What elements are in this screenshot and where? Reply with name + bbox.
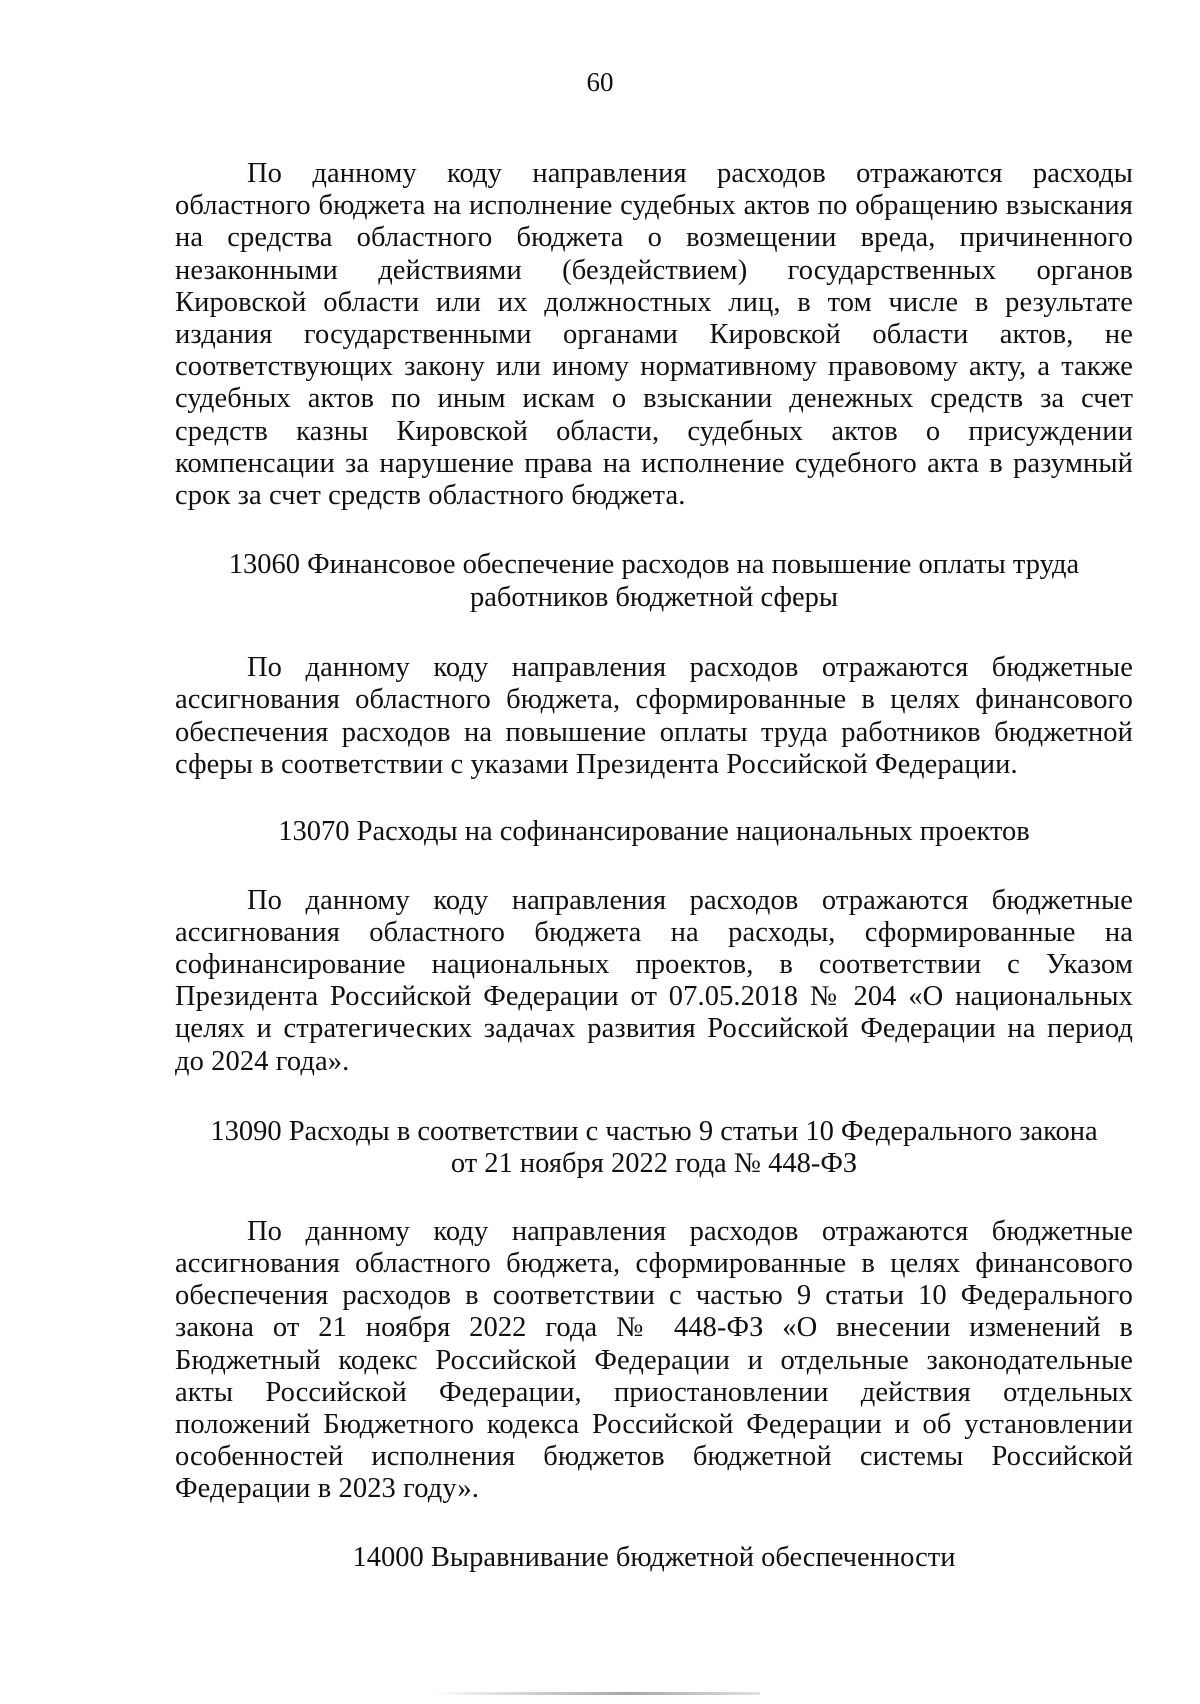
spacer xyxy=(175,1078,1133,1116)
spacer xyxy=(175,849,1133,885)
scan-artifact xyxy=(430,1692,760,1695)
heading-13060-line-2: работников бюджетной сферы xyxy=(469,581,839,613)
spacer xyxy=(175,1506,1133,1542)
heading-13070 xyxy=(175,816,1133,849)
heading-13090-line-1: 13090 Расходы в соответствии с частью 9 статьи 10 Федерального закона xyxy=(210,1115,1098,1147)
spacer xyxy=(175,781,1133,816)
heading-13090 xyxy=(175,1116,1133,1181)
paragraph-13060: По данному коду направления расходов отражаются бюджетные ассигнования областного бюджета, сформированные в целях финансового обеспечения расходов на повышение оплаты труда работников бюджетной сферы в соответствии с указами Президента Российской Федерации. xyxy=(175,652,1133,780)
spacer xyxy=(175,512,1133,549)
heading-14000 xyxy=(175,1542,1133,1575)
paragraph-13090: По данному коду направления расходов отражаются бюджетные ассигнования областного бюджета, сформированные в целях финансового обеспечения расходов в соответствии с частью 9 статьи 10 Федерального закона от 21 ноября 2022 года № 448-ФЗ «О внесении изменений в Бюджетный кодекс Российской Федерации и отдельные законодательные акты Российской Федерации, приостановлении действия отдельных положений Бюджетного кодекса Российской Федерации и об установлении особенностей исполнения бюджетов бюджетной системы Российской Федерации в 2023 году». xyxy=(175,1215,1133,1505)
heading-13060-line-1: 13060 Финансовое обеспечение расходов на повышение оплаты труда xyxy=(228,549,1080,581)
heading-13090-line-2: от 21 ноября 2022 года № 448-ФЗ xyxy=(450,1148,858,1180)
document-body xyxy=(175,158,1133,1574)
heading-14000-line-1: 14000 Выравнивание бюджетной обеспеченности xyxy=(352,1541,956,1573)
paragraph-13070: По данному коду направления расходов отражаются бюджетные ассигнования областного бюджета на расходы, сформированные на софинансирование национальных проектов, в соответствии с Указом Президента Российской Федерации от 07.05.2018 № 204 «О национальных целях и стратегических задачах развития Российской Федерации на период до 2024 года». xyxy=(175,884,1133,1077)
heading-13070-line-1: 13070 Расходы на софинансирование национальных проектов xyxy=(278,816,1030,848)
spacer xyxy=(175,1181,1133,1216)
heading-13060 xyxy=(175,549,1133,614)
paragraph-court-acts: По данному коду направления расходов отражаются расходы областного бюджета на исполнение судебных актов по обращению взыскания на средства областного бюджета о возмещении вреда, причиненного незаконными действиями (бездействием) государственных органов Кировской области или их должностных лиц, в том числе в результате издания государственными органами Кировской области актов, не соответствующих закону или иному нормативному правовому акту, а также судебных актов по иным искам о взыскании денежных средств за счет средств казны Кировской области, судебных актов о присуждении компенсации за нарушение права на исполнение судебного акта в разумный срок за счет средств областного бюджета. xyxy=(175,158,1133,512)
spacer xyxy=(175,614,1133,652)
page-number: 60 xyxy=(586,67,614,97)
